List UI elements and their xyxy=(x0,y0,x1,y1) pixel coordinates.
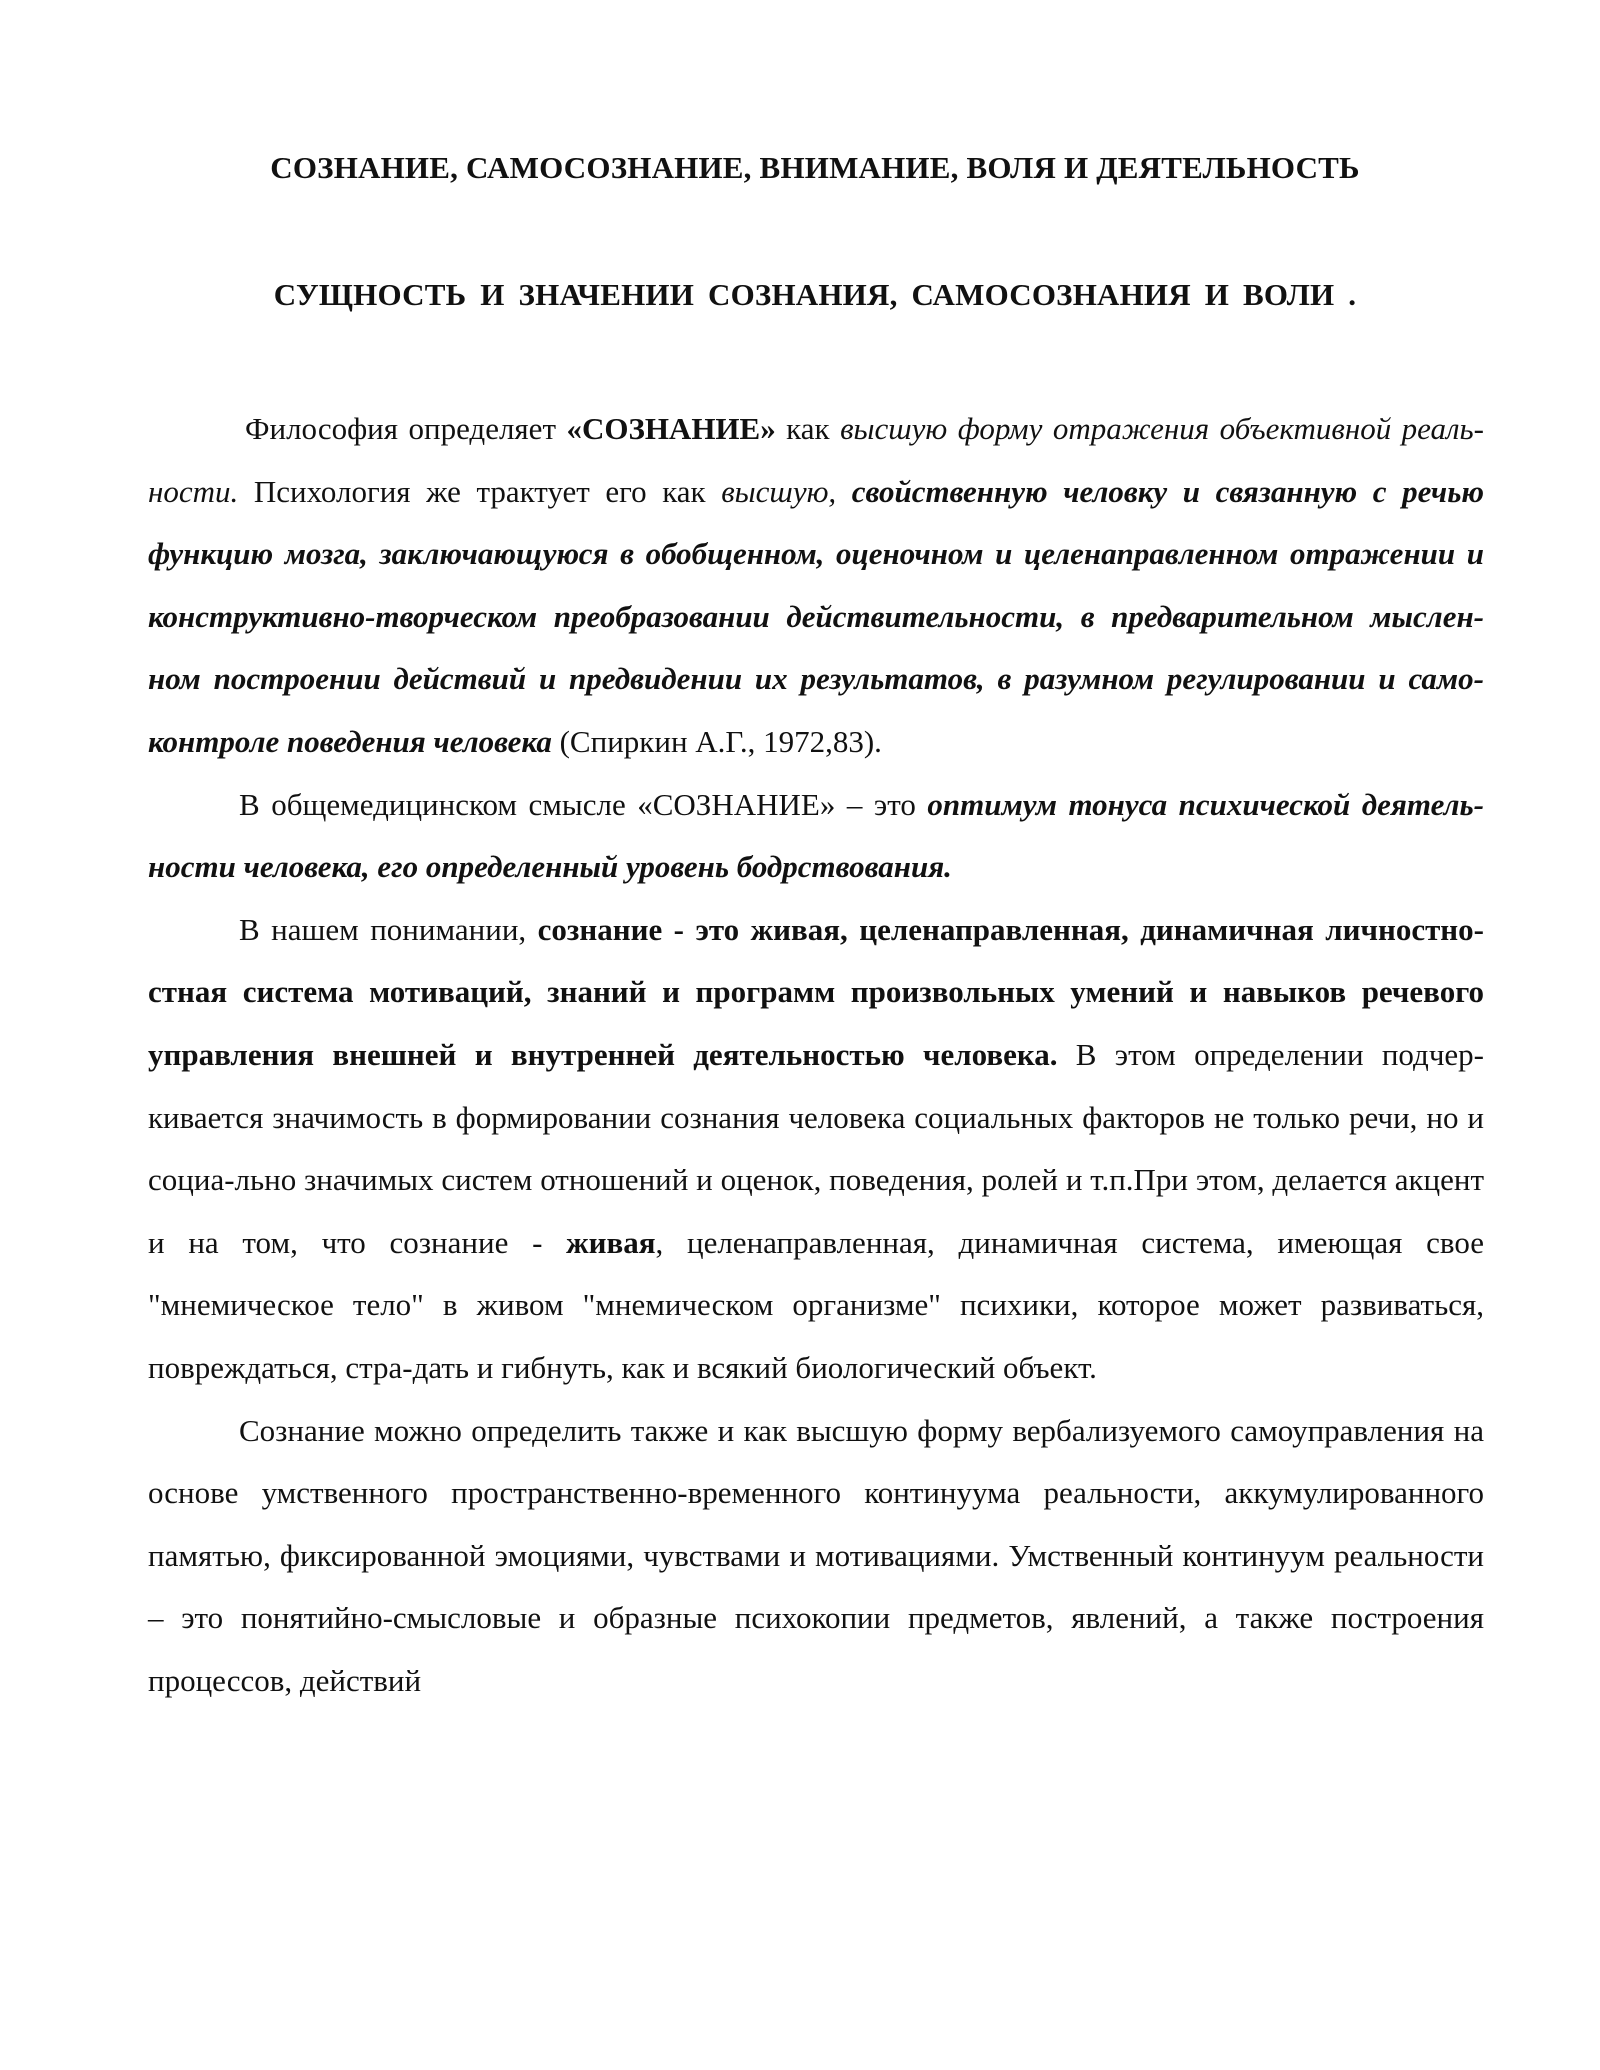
paragraph-our-understanding: В нашем понимании, сознание - это живая, целенаправленная, динамичная личностно-стная система мотиваций, знаний и программ произвольных умений и навыков речевого управления внешней и внутренней деятельностью человека. В этом определении подчер-кивается значимость в формировании сознания человека социальных факторов не только речи, но и социа-льно значимых систем отношений и оценок, поведения, ролей и т.п.При этом, делается акцент и на том, что сознание - живая, целенаправленная, динамичная система, имеющая свое "мнемическое тело" в живом "мнемическом организме" психики, которое может развиваться, повреждаться, стра-дать и гибнуть, как и всякий биологический объект. xyxy=(148,911,1484,1385)
section-heading: СУЩНОСТЬ И ЗНАЧЕНИИ СОЗНАНИЯ, САМОСОЗНАНИЯ И ВОЛИ . xyxy=(273,277,1357,312)
document-title: СОЗНАНИЕ, САМОСОЗНАНИЕ, ВНИМАНИЕ, ВОЛЯ И ДЕЯТЕЛЬНОСТЬ xyxy=(270,150,1360,185)
paragraph-self-management: Сознание можно определить также и как высшую форму вербализуемого самоуправления на основе умственного пространственно-временного континуума реальности, аккумулированного памятью, фиксированной эмоциями, чувствами и мотивациями. Умственный континуум реальности – это понятийно-смысловые и образные психокопии предметов, явлений, а также построения процессов, действий xyxy=(148,1412,1484,1698)
paragraph-philosophy-definition: Философия определяет «СОЗНАНИЕ» как высшую форму отражения объективной реаль-ности. Психология же трактует его как высшую, свойственную человку и связанную с речью функцию мозга, заключающуюся в обобщенном, оценочном и целенаправленном отражении и конструктивно-творческом преобразовании действительности, в предварительном мыслен-ном построении действий и предвидении их результатов, в разумном регулировании и само-контроле поведения человека (Спиркин А.Г., 1972,83). xyxy=(148,411,1485,759)
paragraph-medical-definition: В общемедицинском смысле «СОЗНАНИЕ» – это оптимум тонуса психической деятель-ности человека, его определенный уровень бодрствования. xyxy=(148,786,1484,885)
document-body xyxy=(148,398,1484,1712)
